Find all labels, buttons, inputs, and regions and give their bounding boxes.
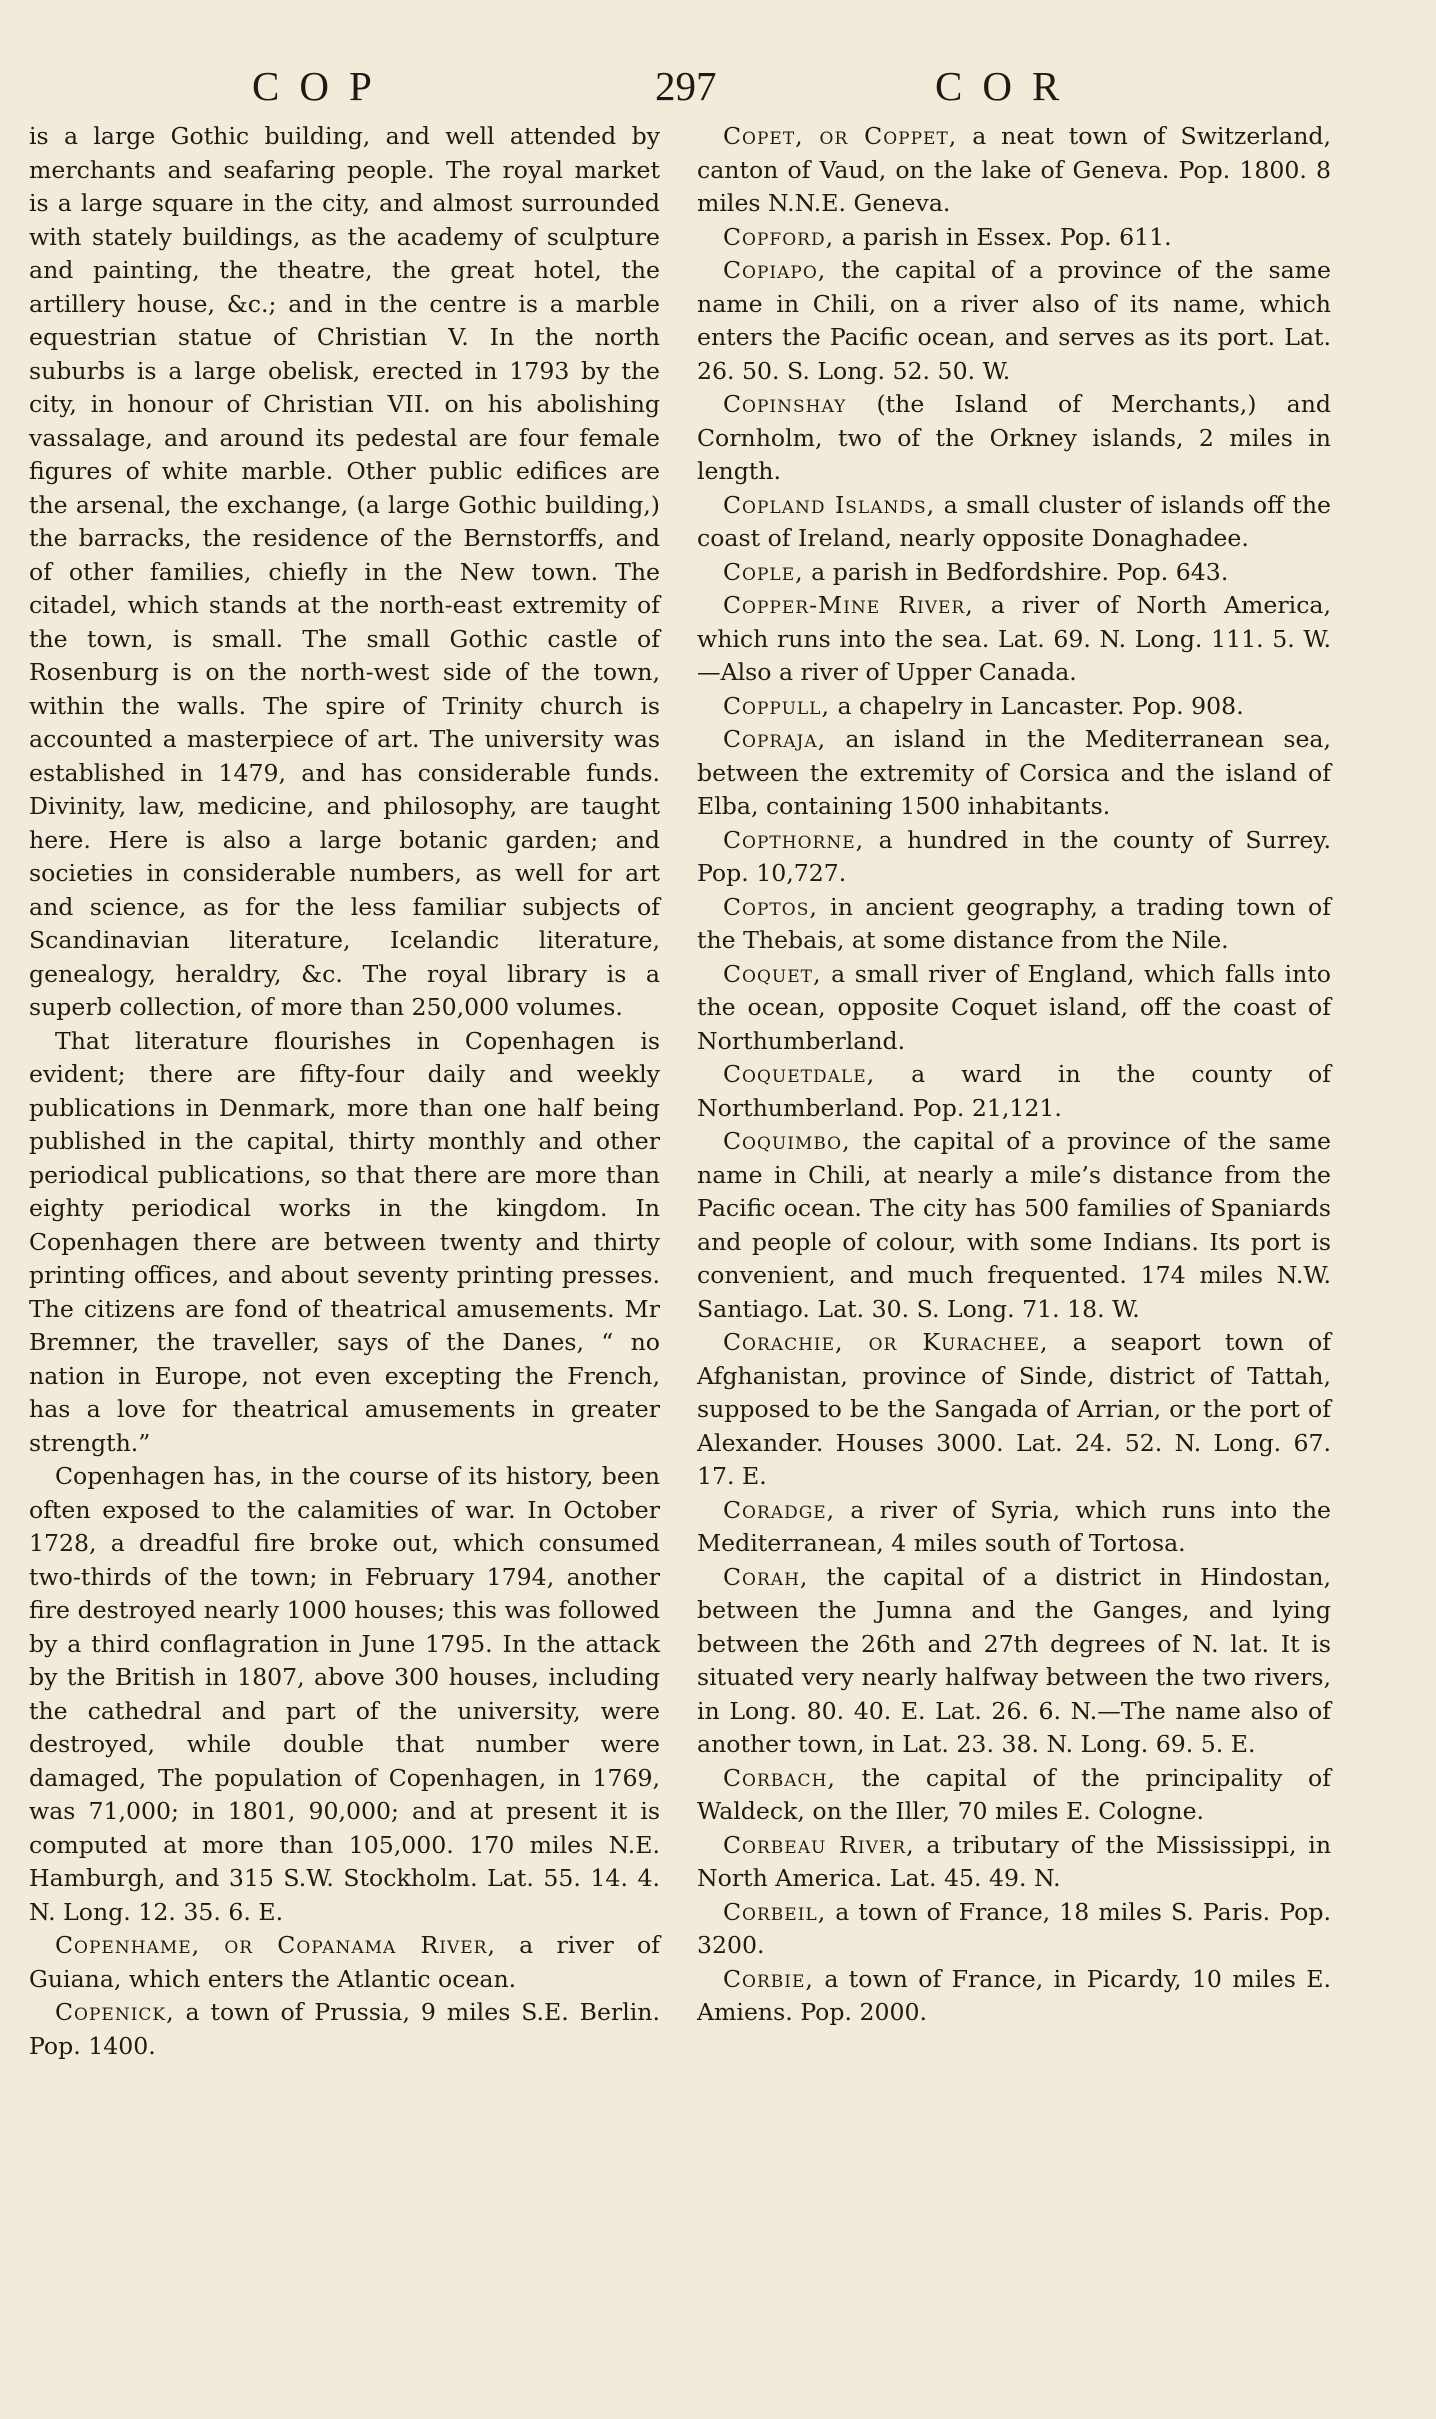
entry-paragraph: Cople, a parish in Bedfordshire. Pop. 643. — [723, 557, 1229, 586]
entry-paragraph: is a large Gothic building, and well attended by merchants and seafaring people. The royal market is a large square in the city, and almost surrounded with stately buildings, as the academy of sculpture and painting, the theatre, the great hotel, the artillery house, &c.; and in the centre is a marble equestrian statue of Christian V. In the north suburbs is a large obelisk, erected in 1793 by the city, in honour of Christian VII. on his abolishing vassalage, and around its pedestal are four female figures of white marble. Other public edifices are the arsenal, the exchange, (a large Gothic building,) the barracks, the residence of the Bernstorffs, and of other families, chiefly in the New town. The citadel, which stands at the north-east extremity of the town, is small. The small Gothic castle of Rosenburg is on the north-west side of the town, within the walls. The spire of Trinity church is accounted a masterpiece of art. The university was established in 1479, and has considerable funds. Divinity, law, medicine, and philosophy, are taught here. Here is also a large botanic garden; and societies in considerable numbers, as well for art and science, as for the less familiar subjects of Scandinavian literature, Icelandic literature, genealogy, heraldry, &c. The royal library is a superb collection, of more than 250,000 volumes. — [29, 122, 660, 1021]
entry-paragraph: Coradge, a river of Syria, which runs into the Mediterranean, 4 miles south of Tortosa. — [697, 1495, 1331, 1557]
entry-paragraph: Corbeau River, a tributary of the Mississippi, in North America. Lat. 45. 49. N. — [697, 1830, 1332, 1892]
entry-paragraph: Copenick, a town of Prussia, 9 miles S.E. Berlin. Pop. 1400. — [29, 1998, 660, 2060]
entry-paragraph: Coquetdale, a ward in the county of Northumberland. Pop. 21,121. — [697, 1060, 1331, 1122]
page-number: 297 — [655, 63, 717, 109]
entry-paragraph: Copenhame, or Copanama River, a river of Guiana, which enters the Atlantic ocean. — [29, 1931, 660, 1993]
entry-paragraph: Coppull, a chapelry in Lancaster. Pop. 908. — [723, 691, 1244, 720]
entry-paragraph: Corachie, or Kurachee, a seaport town of Afghanistan, province of Sinde, district of Tattah, supposed to be the Sangada of Arrian, or the port of Alexander. Houses 3000. Lat. 24. 52. N. Long. 67. 17. E. — [697, 1328, 1331, 1490]
entry-paragraph: Copiapo, the capital of a province of the same name in Chili, on a river also of its name, which enters the Pacific ocean, and serves as its port. Lat. 26. 50. S. Long. 52. 50. W. — [697, 256, 1331, 385]
entry-paragraph: Coptos, in ancient geography, a trading town of the Thebais, at some distance from the Nile. — [697, 892, 1331, 954]
entry-paragraph: Corbie, a town of France, in Picardy, 10 miles E. Amiens. Pop. 2000. — [697, 1964, 1331, 2026]
entry-paragraph: Copenhagen has, in the course of its history, been often exposed to the calamities of war. In October 1728, a dreadful fire broke out, which consumed two-thirds of the town; in February 1794, another fire destroyed nearly 1000 houses; this was followed by a third conflagration in June 1795. In the attack by the British in 1807, above 300 houses, including the cathedral and part of the university, were destroyed, while double that number were damaged, The population of Copenhagen, in 1769, was 71,000; in 1801, 90,000; and at present it is computed at more than 105,000. 170 miles N.E. Hamburgh, and 315 S.W. Stockholm. Lat. 55. 14. 4. N. Long. 12. 35. 6. E. — [29, 1462, 660, 1926]
entry-paragraph: Copet, or Coppet, a neat town of Switzerland, canton of Vaud, on the lake of Geneva. Pop. 1800. 8 miles N.N.E. Geneva. — [697, 122, 1331, 217]
entry-paragraph: That literature flourishes in Copenhagen is evident; there are fifty-four daily and weekly publications in Denmark, more than one half being published in the capital, thirty monthly and other periodical publications, so that there are more than eighty periodical works in the kingdom. In Copenhagen there are between twenty and thirty printing offices, and about seventy printing presses. The citizens are fond of theatrical amusements. Mr Bremner, the traveller, says of the Danes, “ no nation in Europe, not even excepting the French, has a love for theatrical amusements in greater strength.” — [29, 1026, 660, 1457]
entry-paragraph: Coquimbo, the capital of a province of the same name in Chili, at nearly a mile’s distance from the Pacific ocean. The city has 500 families of Spaniards and people of colour, with some Indians. Its port is convenient, and much frequented. 174 miles N.W. Santiago. Lat. 30. S. Long. 71. 18. W. — [697, 1127, 1331, 1323]
right-column — [697, 120, 1331, 2030]
running-header — [28, 62, 1338, 118]
entry-paragraph: Corah, the capital of a district in Hindostan, between the Jumna and the Ganges, and lying between the 26th and 27th degrees of N. lat. It is situated very nearly halfway between the two rivers, in Long. 80. 40. E. Lat. 26. 6. N.—The name also of another town, in Lat. 23. 38. N. Long. 69. 5. E. — [697, 1562, 1331, 1758]
entry-paragraph: Copraja, an island in the Mediterranean sea, between the extremity of Corsica and the island of Elba, containing 1500 inhabitants. — [697, 725, 1331, 820]
entry-paragraph: Copper-Mine River, a river of North America, which runs into the sea. Lat. 69. N. Long. 111. 5. W.—Also a river of Upper Canada. — [697, 591, 1331, 686]
entry-paragraph: Copford, a parish in Essex. Pop. 611. — [723, 222, 1172, 251]
entry-paragraph: Corbach, the capital of the principality of Waldeck, on the Iller, 70 miles E. Cologne. — [697, 1763, 1331, 1825]
header-right: COR — [935, 63, 1080, 109]
entry-paragraph: Copthorne, a hundred in the county of Surrey. Pop. 10,727. — [697, 825, 1331, 887]
entry-paragraph: Copinshay (the Island of Merchants,) and Cornholm, two of the Orkney islands, 2 miles in length. — [697, 390, 1331, 485]
left-column — [29, 120, 660, 2063]
entry-paragraph: Corbeil, a town of France, 18 miles S. Paris. Pop. 3200. — [697, 1897, 1331, 1959]
header-left: COP — [252, 63, 392, 109]
entry-paragraph: Copland Islands, a small cluster of islands off the coast of Ireland, nearly opposite Donaghadee. — [697, 490, 1331, 552]
entry-paragraph: Coquet, a small river of England, which falls into the ocean, opposite Coquet island, off the coast of Northumberland. — [697, 959, 1331, 1055]
